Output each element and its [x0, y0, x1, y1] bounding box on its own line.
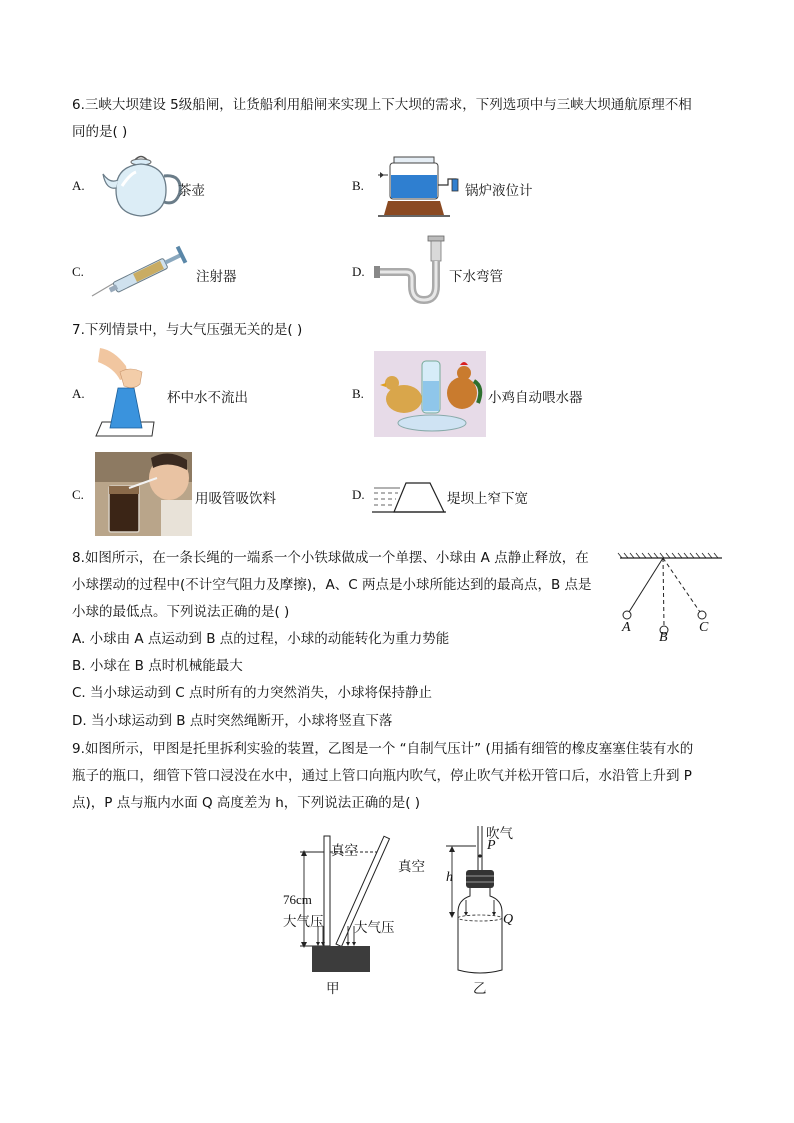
yi-blow-label: 吹气	[486, 826, 513, 842]
q6-option-c-letter: C.	[72, 264, 84, 279]
yi-p-label: P	[487, 838, 496, 853]
yi-q-label: Q	[503, 912, 514, 927]
q6-stem-line-2: 同的是( )	[72, 124, 128, 140]
q7-option-a-label: 杯中水不流出	[167, 390, 248, 406]
q6-option-c-label: 注射器	[196, 269, 237, 285]
q9-stem-line-3: 点)，P 点与瓶内水面 Q 高度差为 h，下列说法正确的是( )	[72, 795, 421, 811]
q7-stem: 7.下列情景中，与大气压强无关的是( )	[72, 322, 303, 338]
jia-vacuum-label-1: 真空	[331, 843, 358, 859]
q9-stem-line-1: 9.如图所示，甲图是托里拆利实验的装置，乙图是一个 “自制气压计” (用插有细管的橡皮塞塞住装有水的	[72, 741, 694, 757]
q8-stem-line-2: 小球摆动的过程中(不计空气阻力及摩擦)，A、C 两点是小球所能达到的最高点，B 点是	[72, 577, 592, 593]
q8-stem-line-3: 小球的最低点。下列说法正确的是( )	[72, 604, 290, 620]
barometer-bottle-diagram	[440, 820, 520, 980]
q7-option-a-letter: A.	[72, 386, 85, 401]
dam-icon	[372, 480, 446, 514]
q6-stem-line-1: 6.三峡大坝建设 5级船闸，让货船利用船闸来实现上下大坝的需求，下列选项中与三峡大坝通航原理不相	[72, 97, 692, 113]
pendulum-label-b: B	[659, 630, 668, 645]
chicken-feeder-icon	[374, 351, 486, 437]
jia-height-label: 76cm	[283, 892, 312, 907]
jia-caption: 甲	[326, 981, 340, 997]
q6-option-d-letter: D.	[352, 264, 365, 279]
q7-option-b-letter: B.	[352, 386, 364, 401]
jia-atm-label-1: 大气压	[283, 914, 324, 930]
q7-option-c-label: 用吸管吸饮料	[195, 491, 276, 507]
q7-option-d-letter: D.	[352, 487, 365, 502]
syringe-icon	[90, 250, 194, 298]
q7-option-b-label: 小鸡自动喂水器	[488, 390, 583, 406]
jia-vacuum-label-2: 真空	[398, 859, 425, 875]
q8-option-a: A. 小球由 A 点运动到 B 点的过程，小球的动能转化为重力势能	[72, 631, 450, 647]
teapot-icon	[100, 150, 182, 220]
q6-option-a-letter: A.	[72, 178, 85, 193]
q6-option-a-label: 茶壶	[178, 183, 205, 199]
drain-trap-icon	[372, 234, 448, 306]
yi-h-label: h	[446, 870, 453, 885]
pendulum-label-a: A	[622, 620, 631, 635]
inverted-cup-icon	[94, 348, 160, 438]
yi-caption: 乙	[473, 981, 487, 997]
q6-option-b-letter: B.	[352, 178, 364, 193]
q8-option-b: B. 小球在 B 点时机械能最大	[72, 658, 243, 674]
drinking-straw-photo	[95, 452, 192, 536]
q7-option-c-letter: C.	[72, 487, 84, 502]
boiler-gauge-icon	[374, 155, 464, 217]
jia-atm-label-2: 大气压	[354, 920, 395, 936]
q6-option-d-label: 下水弯管	[449, 269, 503, 285]
pendulum-label-c: C	[699, 620, 709, 635]
q8-stem-line-1: 8.如图所示，在一条长绳的一端系一个小铁球做成一个单摆、小球由 A 点静止释放，在	[72, 550, 589, 566]
q8-option-d: D. 当小球运动到 B 点时突然绳断开，小球将竖直下落	[72, 713, 393, 729]
q7-option-d-label: 堤坝上窄下宽	[447, 491, 528, 507]
q6-option-b-label: 锅炉液位计	[465, 183, 533, 199]
q8-option-c: C. 当小球运动到 C 点时所有的力突然消失，小球将保持静止	[72, 685, 433, 701]
q9-stem-line-2: 瓶子的瓶口，细管下管口浸没在水中，通过上管口向瓶内吹气，停止吹气并松开管口后，水沿管上升到 P	[72, 768, 692, 784]
